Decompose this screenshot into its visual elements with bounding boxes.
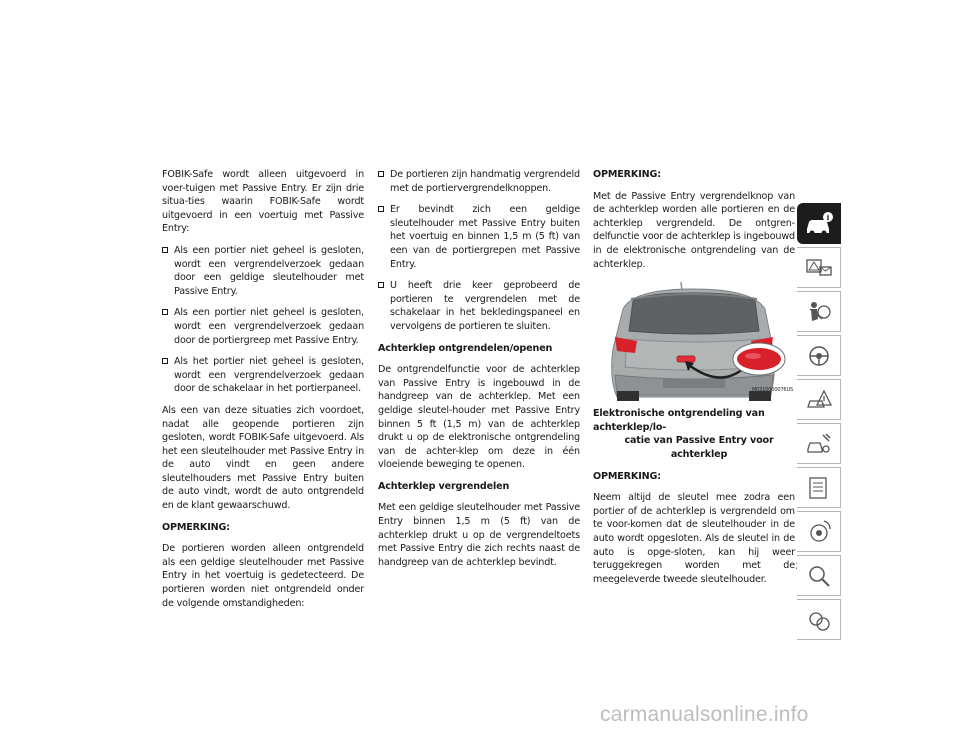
- tab-multimedia[interactable]: [797, 511, 841, 552]
- tab-instrument-panel[interactable]: [797, 247, 841, 288]
- multimedia-icon: [804, 517, 834, 547]
- figure-code: M0310000076US: [751, 386, 793, 393]
- tab-getting-to-know-vehicle[interactable]: [797, 203, 841, 244]
- list-item: Er bevindt zich een geldige sleutelhouder met Passive Entry buiten het voertuig en binnen 1,5 m (5 ft) van een van de portiergrepen met Passive Entry.: [378, 203, 580, 271]
- checkbox-bullet-icon: [378, 206, 384, 212]
- watermark-text: carmanualsonline.info: [600, 703, 809, 726]
- note-text: De portieren worden alleen ontgrendeld als een geldige sleutelhouder met Passive Entry in het voertuig is gedetecteerd. De portieren worden niet ontgrendeld onder de volgende omstandigheden:: [162, 543, 364, 609]
- intro-paragraph: FOBIK-Safe wordt alleen uitgevoerd in voer-tuigen met Passive Entry. Er zijn drie situa-ties waarin FOBIK-Safe wordt uitgevoerd in een voertuig met Passive Entry:: [162, 169, 364, 235]
- list-item: U heeft drie keer geprobeerd de portieren te vergrendelen met de schakelaar in het bekledingspaneel en vervolgens de portieren te sluiten.: [378, 279, 580, 333]
- list-item: Als een portier niet geheel is gesloten, wordt een vergrendelverzoek gedaan door de portiergreep met Passive Entry.: [162, 306, 364, 347]
- note-text: Neem altijd de sleutel mee zodra een portier of de achterklep is vergrendeld om te voor-komen dat de sleutelhouder in de auto wordt opgesloten. Als de sleutel in de auto is opge-sloten, kan hij weer teruggekregen worden met de meegeleverde tweede sleutelhouder.: [593, 492, 795, 585]
- liftgate-figure: [593, 279, 795, 401]
- dashboard-warning-icon: [804, 253, 834, 283]
- tab-technical-specifications[interactable]: [797, 467, 841, 508]
- tab-in-case-of-emergency[interactable]: [797, 379, 841, 420]
- figure-caption: Elektronische ontgrendeling van achterklep/lo- catie van Passive Entry voor achterklep: [593, 408, 774, 460]
- checkbox-bullet-icon: [378, 171, 384, 177]
- body-paragraph: Met een geldige sleutelhouder met Passive Entry binnen 1,5 m (5 ft) van de achterklep drukt u op de vergrendeltoets met Passive Entry die zich rechts naast de handgreep van de achterklep bevindt.: [378, 502, 580, 568]
- note-title: OPMERKING:: [593, 470, 661, 482]
- column-left: [162, 168, 364, 618]
- chapter-tabs: [797, 203, 841, 643]
- tab-index[interactable]: [797, 555, 841, 596]
- car-service-icon: [804, 429, 834, 459]
- tab-languages[interactable]: [797, 599, 841, 640]
- note-title: OPMERKING:: [162, 521, 230, 533]
- car-emergency-icon: [804, 385, 834, 415]
- column-right: [593, 168, 795, 594]
- car-info-icon: [804, 209, 834, 239]
- steering-wheel-icon: [804, 341, 834, 371]
- fobik-conditions-list: [162, 244, 364, 396]
- section-heading: Achterklep vergrendelen: [378, 480, 510, 492]
- search-index-icon: [804, 561, 834, 591]
- unlock-exceptions-list: [378, 168, 580, 334]
- language-icon: [804, 605, 834, 635]
- checkbox-bullet-icon: [162, 309, 168, 315]
- checkbox-bullet-icon: [162, 247, 168, 253]
- note-title: OPMERKING:: [593, 169, 661, 180]
- svg-text:i: i: [826, 212, 829, 222]
- checkbox-bullet-icon: [162, 358, 168, 364]
- specifications-list-icon: [804, 473, 834, 503]
- safety-airbag-icon: [804, 297, 834, 327]
- body-paragraph: Als een van deze situaties zich voordoet, nadat alle geopende portieren zijn gesloten, wordt FOBIK-Safe uitgevoerd. Als het een sleutelhouder met Passive Entry in de auto vindt en geen andere sleutelhouders met Passive Entry buiten de auto vindt, wordt de auto ontgrendeld en de klant gewaarschuwd.: [162, 404, 364, 512]
- checkbox-bullet-icon: [378, 282, 384, 288]
- list-item: Als het portier niet geheel is gesloten, wordt een vergrendelverzoek gedaan door de schakelaar in het portierpaneel.: [162, 355, 364, 396]
- tab-servicing-maintenance[interactable]: [797, 423, 841, 464]
- body-paragraph: De ontgrendelfunctie voor de achterklep van Passive Entry is ingebouwd in de handgreep van de achterklep. Met een geldige sleutel-houder met Passive Entry binnen 5 ft (1,5 m) van de achterklep drukt u op de elektronische ontgrendeling van de achter-klep om deze in één vloeiende beweging te openen.: [378, 364, 580, 471]
- list-item: De portieren zijn handmatig vergrendeld met de portiervergrendelknoppen.: [378, 168, 580, 195]
- tab-starting-operating[interactable]: [797, 335, 841, 376]
- section-heading: Achterklep ontgrendelen/openen: [378, 342, 553, 354]
- list-item: Als een portier niet geheel is gesloten, wordt een vergrendelverzoek gedaan door een geldige sleutelhouder met Passive Entry.: [162, 244, 364, 298]
- tab-safety[interactable]: [797, 291, 841, 332]
- note-text: Met de Passive Entry vergrendelknop van de achterklep worden alle portieren en de achterklep vergrendeld. De ontgren-delfunctie voor de achterklep is ingebouwd in de elektronische ontgrendeling van de achterklep.: [593, 190, 795, 270]
- column-middle: [378, 168, 580, 577]
